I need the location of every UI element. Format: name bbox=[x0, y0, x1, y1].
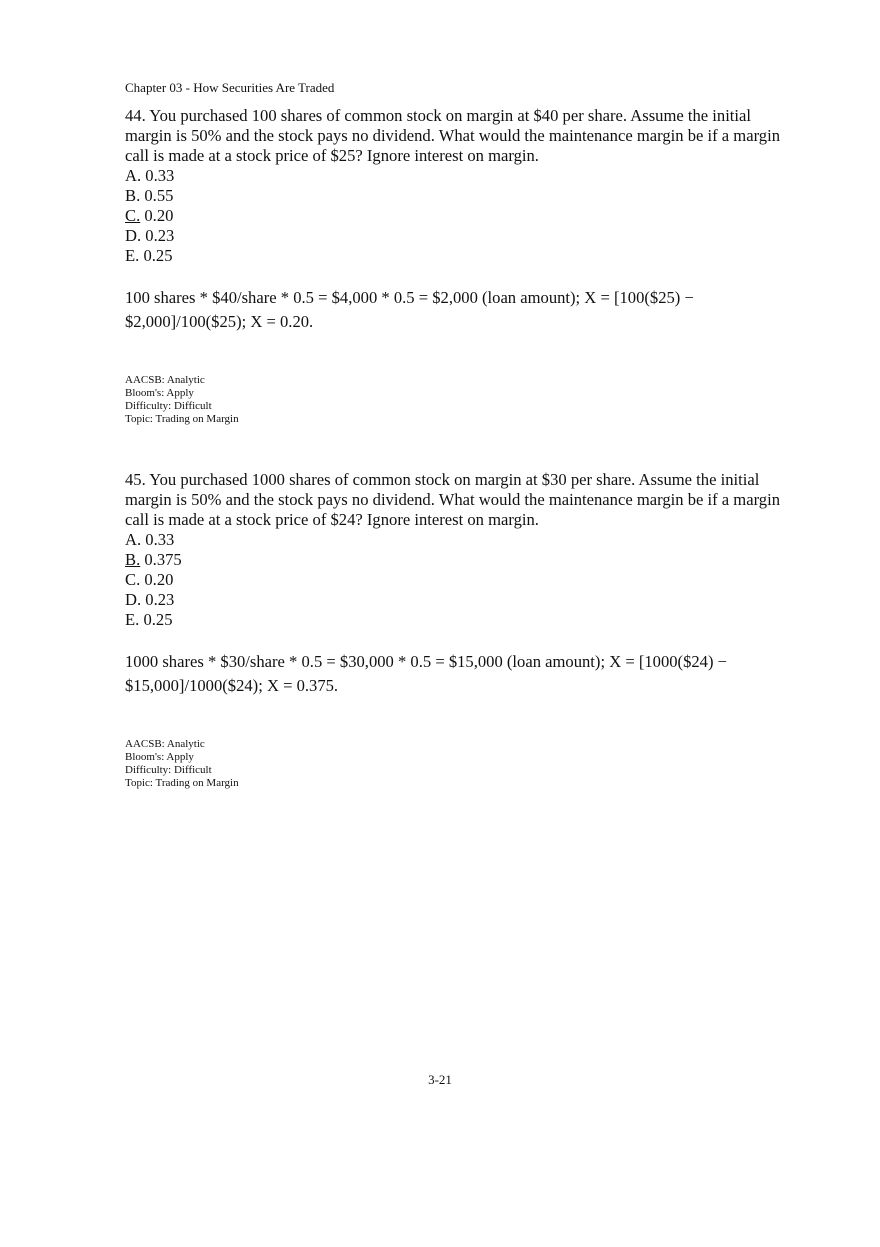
answer-option-a bbox=[125, 166, 785, 186]
answer-options bbox=[125, 530, 785, 630]
option-text: 0.25 bbox=[143, 610, 173, 629]
question-stem: 45. You purchased 1000 shares of common stock on margin at $30 per share. Assume the initial margin is 50% and the stock pays no dividend. What would the maintenance margin be if a margin call is made at a stock price of $24? Ignore interest on margin. bbox=[125, 470, 780, 529]
option-letter-correct: C. bbox=[125, 206, 141, 225]
answer-explanation: 1000 shares * $30/share * 0.5 = $30,000 * 0.5 = $15,000 (loan amount); X = [1000($24) − $15,000]/1000($24); X = 0.375. bbox=[125, 652, 728, 695]
aacsb-tag: AACSB: Analytic bbox=[125, 374, 205, 386]
answer-explanation: 100 shares * $40/share * 0.5 = $4,000 * 0.5 = $2,000 (loan amount); X = [100($25) − $2,000]/100($25); X = 0.20. bbox=[125, 288, 694, 331]
page-number: 3-21 bbox=[428, 1072, 452, 1087]
question-metadata bbox=[125, 738, 785, 790]
answer-option-c bbox=[125, 206, 785, 226]
option-letter: D. bbox=[125, 590, 142, 609]
option-letter: A. bbox=[125, 166, 142, 185]
topic-tag: Topic: Trading on Margin bbox=[125, 413, 239, 425]
answer-options bbox=[125, 166, 785, 266]
question-44 bbox=[125, 106, 785, 426]
answer-option-e bbox=[125, 610, 785, 630]
topic-tag: Topic: Trading on Margin bbox=[125, 777, 239, 789]
difficulty-tag: Difficulty: Difficult bbox=[125, 400, 212, 412]
answer-option-a bbox=[125, 530, 785, 550]
answer-option-c bbox=[125, 570, 785, 590]
answer-option-e bbox=[125, 246, 785, 266]
option-letter: E. bbox=[125, 246, 140, 265]
chapter-header: Chapter 03 - How Securities Are Traded bbox=[125, 80, 335, 95]
option-text: 0.55 bbox=[144, 186, 174, 205]
option-text: 0.23 bbox=[145, 226, 175, 245]
answer-option-b bbox=[125, 186, 785, 206]
option-text: 0.20 bbox=[144, 206, 174, 225]
option-text: 0.23 bbox=[145, 590, 175, 609]
option-letter: A. bbox=[125, 530, 142, 549]
option-text: 0.33 bbox=[145, 530, 175, 549]
option-letter: B. bbox=[125, 186, 141, 205]
option-text: 0.33 bbox=[145, 166, 175, 185]
option-text: 0.25 bbox=[143, 246, 173, 265]
difficulty-tag: Difficulty: Difficult bbox=[125, 764, 212, 776]
answer-option-d bbox=[125, 226, 785, 246]
option-letter: D. bbox=[125, 226, 142, 245]
option-letter-correct: B. bbox=[125, 550, 141, 569]
option-letter: E. bbox=[125, 610, 140, 629]
question-stem: 44. You purchased 100 shares of common stock on margin at $40 per share. Assume the initial margin is 50% and the stock pays no dividend. What would the maintenance margin be if a margin call is made at a stock price of $25? Ignore interest on margin. bbox=[125, 106, 780, 165]
question-metadata bbox=[125, 374, 785, 426]
option-text: 0.20 bbox=[144, 570, 174, 589]
blooms-tag: Bloom's: Apply bbox=[125, 751, 194, 763]
aacsb-tag: AACSB: Analytic bbox=[125, 738, 205, 750]
answer-option-d bbox=[125, 590, 785, 610]
option-letter: C. bbox=[125, 570, 141, 589]
question-45 bbox=[125, 470, 785, 790]
answer-option-b bbox=[125, 550, 785, 570]
blooms-tag: Bloom's: Apply bbox=[125, 387, 194, 399]
option-text: 0.375 bbox=[144, 550, 182, 569]
